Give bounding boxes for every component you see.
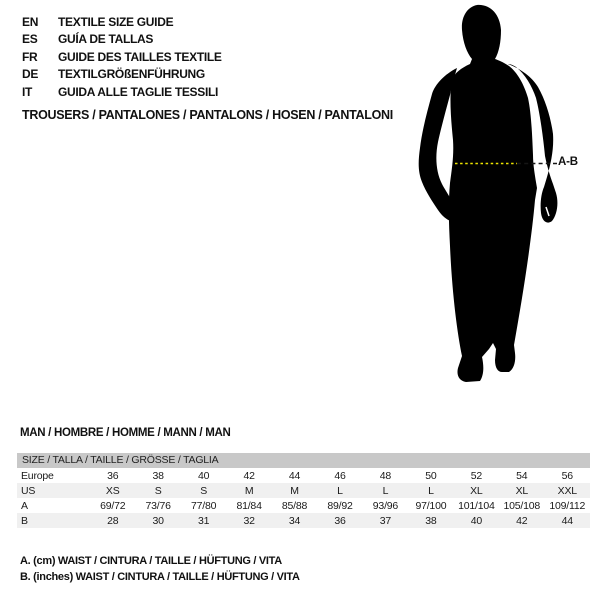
size-cell: M: [244, 484, 254, 497]
language-label: GUIDE DES TAILLES TEXTILE: [58, 49, 222, 64]
size-cell: 38: [425, 514, 437, 527]
size-cell: XS: [105, 484, 120, 497]
size-cell: 38: [152, 469, 164, 482]
size-cell: 50: [425, 469, 437, 482]
size-cell: 52: [470, 469, 482, 482]
language-row-fr: [22, 49, 222, 66]
size-table-grid: [17, 468, 590, 528]
language-label: TEXTILGRÖßENFÜHRUNG: [58, 67, 205, 82]
size-cell: 77/80: [190, 499, 217, 512]
gender-title: MAN / HOMBRE / HOMME / MANN / MAN: [20, 427, 231, 439]
size-cell: 48: [379, 469, 392, 482]
size-cell: 85/88: [281, 499, 308, 512]
man-silhouette: [405, 0, 600, 400]
size-cell: 97/100: [415, 499, 447, 512]
size-cell: S: [200, 484, 208, 497]
size-cell: XL: [515, 484, 529, 497]
size-cell: M: [290, 484, 299, 497]
language-code: EN: [22, 15, 39, 29]
size-cell: 40: [197, 469, 210, 482]
footnote-b-inches: B. (inches) WAIST / CINTURA / TAILLE / HÜFTUNG / VITA: [20, 570, 300, 583]
table-row-us: [17, 483, 590, 498]
row-label: A: [21, 499, 28, 512]
size-cell: 56: [561, 469, 573, 482]
size-cell: 42: [516, 514, 528, 527]
language-label: TEXTILE SIZE GUIDE: [58, 15, 174, 29]
language-row-es: [22, 31, 222, 48]
size-cell: 31: [197, 514, 210, 527]
size-cell: 109/112: [549, 499, 586, 512]
language-label: GUÍA DE TALLAS: [58, 32, 154, 47]
size-cell: 54: [516, 469, 528, 482]
language-list: [22, 14, 222, 101]
size-cell: 101/104: [458, 499, 495, 512]
size-cell: 44: [288, 469, 301, 482]
footnotes: [20, 554, 300, 585]
size-cell: 69/72: [100, 499, 126, 512]
size-cell: 46: [334, 469, 346, 482]
size-cell: 37: [379, 514, 392, 527]
size-cell: 32: [243, 514, 255, 527]
size-cell: L: [382, 484, 389, 497]
size-cell: XXL: [557, 484, 577, 497]
size-cell: 93/96: [372, 499, 399, 512]
size-table: [17, 453, 590, 528]
language-code: IT: [22, 84, 33, 99]
size-cell: 30: [152, 514, 164, 527]
table-row-b-inches: [17, 513, 590, 528]
size-cell: 36: [334, 514, 346, 527]
table-row-europe: [17, 468, 590, 483]
row-label: US: [21, 484, 36, 497]
size-cell: L: [337, 484, 343, 497]
size-cell: 28: [107, 514, 119, 527]
size-cell: 89/92: [327, 499, 353, 512]
size-cell: 44: [561, 514, 573, 527]
language-code: FR: [22, 49, 38, 64]
language-code: DE: [22, 67, 39, 82]
row-label: B: [21, 514, 28, 527]
measure-label: A-B: [558, 156, 578, 168]
size-table-header: SIZE / TALLA / TAILLE / GRÖSSE / TAGLIA: [17, 453, 590, 468]
size-cell: 105/108: [503, 499, 541, 512]
size-cell: 73/76: [145, 499, 171, 512]
size-cell: 34: [288, 514, 301, 527]
language-label: GUIDA ALLE TAGLIE TESSILI: [58, 84, 219, 99]
footnote-a-cm: A. (cm) WAIST / CINTURA / TAILLE / HÜFTUNG / VITA: [20, 555, 282, 567]
size-cell: 40: [470, 514, 482, 527]
size-cell: L: [428, 484, 434, 497]
language-row-en: [22, 14, 222, 31]
category-title: TROUSERS / PANTALONES / PANTALONS / HOSEN / PANTALONI: [22, 108, 393, 122]
table-row-a-cm: [17, 498, 590, 513]
language-row-it: [22, 84, 222, 101]
size-cell: XL: [470, 484, 483, 497]
language-row-de: [22, 66, 222, 83]
language-code: ES: [22, 32, 38, 47]
row-label: Europe: [21, 469, 54, 482]
size-cell: 42: [243, 469, 255, 482]
size-cell: S: [154, 484, 162, 497]
man-silhouette-graphic: [405, 0, 600, 400]
size-cell: 81/84: [236, 499, 262, 512]
size-cell: 36: [107, 469, 119, 482]
